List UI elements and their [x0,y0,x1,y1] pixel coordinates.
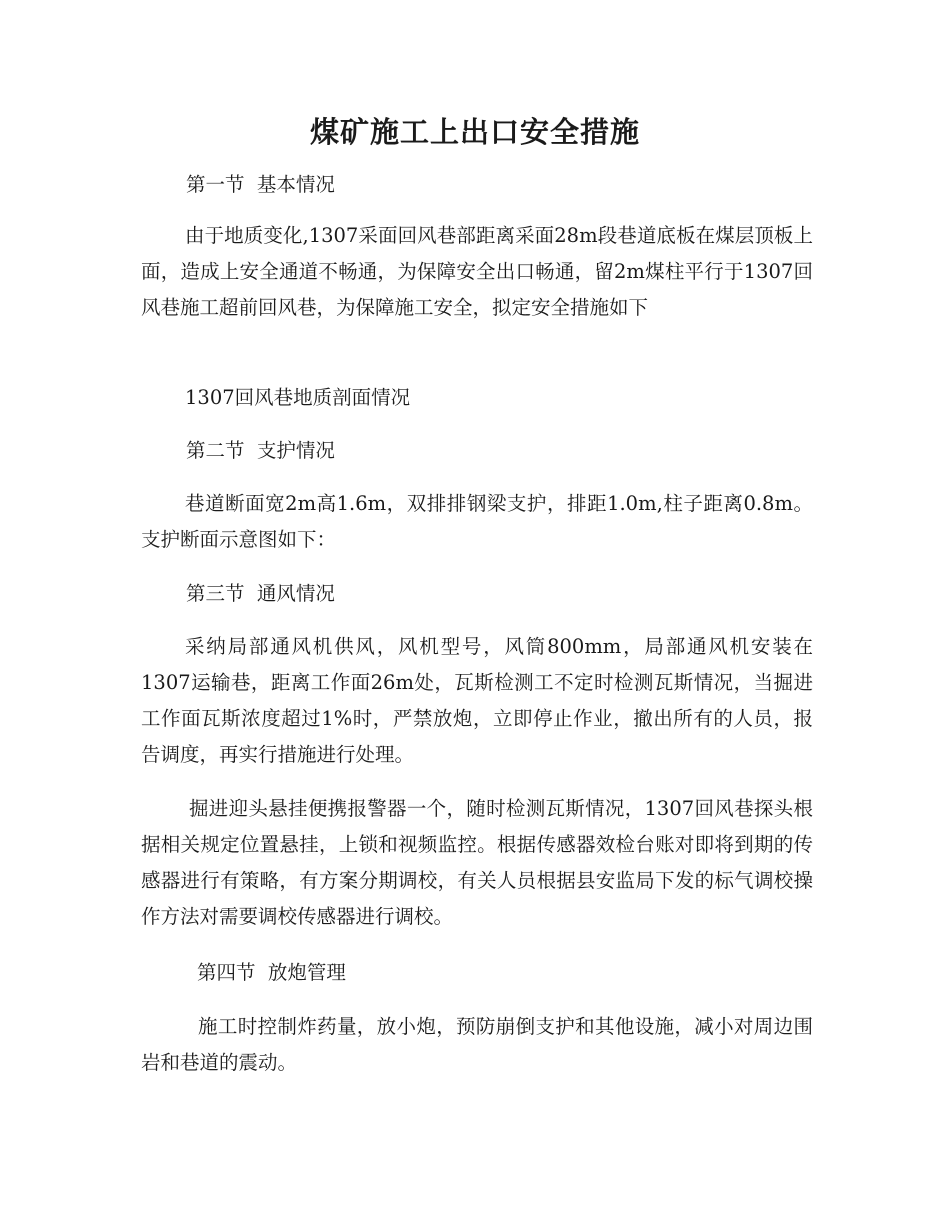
paragraph-blasting: 施工时控制炸药量，放小炮，预防崩倒支护和其他设施，减小对周边围岩和巷道的震动。 [141,1015,813,1074]
paragraph-basic-situation: 由于地质变化,1307采面回风巷部距离采面28m段巷道底板在煤层顶板上面，造成上安全通道不畅通，为保障安全出口畅通，留2m煤柱平行于1307回风巷施工超前回风巷，为保障施工安全，拟定安全措施如下 [141,224,813,319]
paragraph-geology-profile: 1307回风巷地质剖面情况 [185,386,411,409]
section-heading-1: 第一节 基本情况 [186,173,335,196]
section-heading-4: 第四节 放炮管理 [197,961,346,984]
paragraph-support: 巷道断面宽2m高1.6m，双排排钢梁支护，排距1.0m,柱子距离0.8m。支护断面示意图如下： [141,492,813,551]
section-heading-2: 第二节 支护情况 [186,439,335,462]
paragraph-gas-monitoring: 掘进迎头悬挂便携报警器一个，随时检测瓦斯情况，1307回风巷探头根据相关规定位置悬挂，上锁和视频监控。根据传感器效检台账对即将到期的传感器进行有策略，有方案分期调校，有关人员根据县安监局下发的标气调校操作方法对需要调校传感器进行调校。 [141,797,813,928]
document-title: 煤矿施工上出口安全措施 [309,115,640,149]
section-heading-3: 第三节 通风情况 [186,582,335,605]
paragraph-ventilation: 采纳局部通风机供风，风机型号，风筒800mm，局部通风机安装在1307运输巷，距离工作面26m处，瓦斯检测工不定时检测瓦斯情况，当掘进工作面瓦斯浓度超过1%时，严禁放炮，立即停止作业，撤出所有的人员，报告调度，再实行措施进行处理。 [141,635,813,766]
